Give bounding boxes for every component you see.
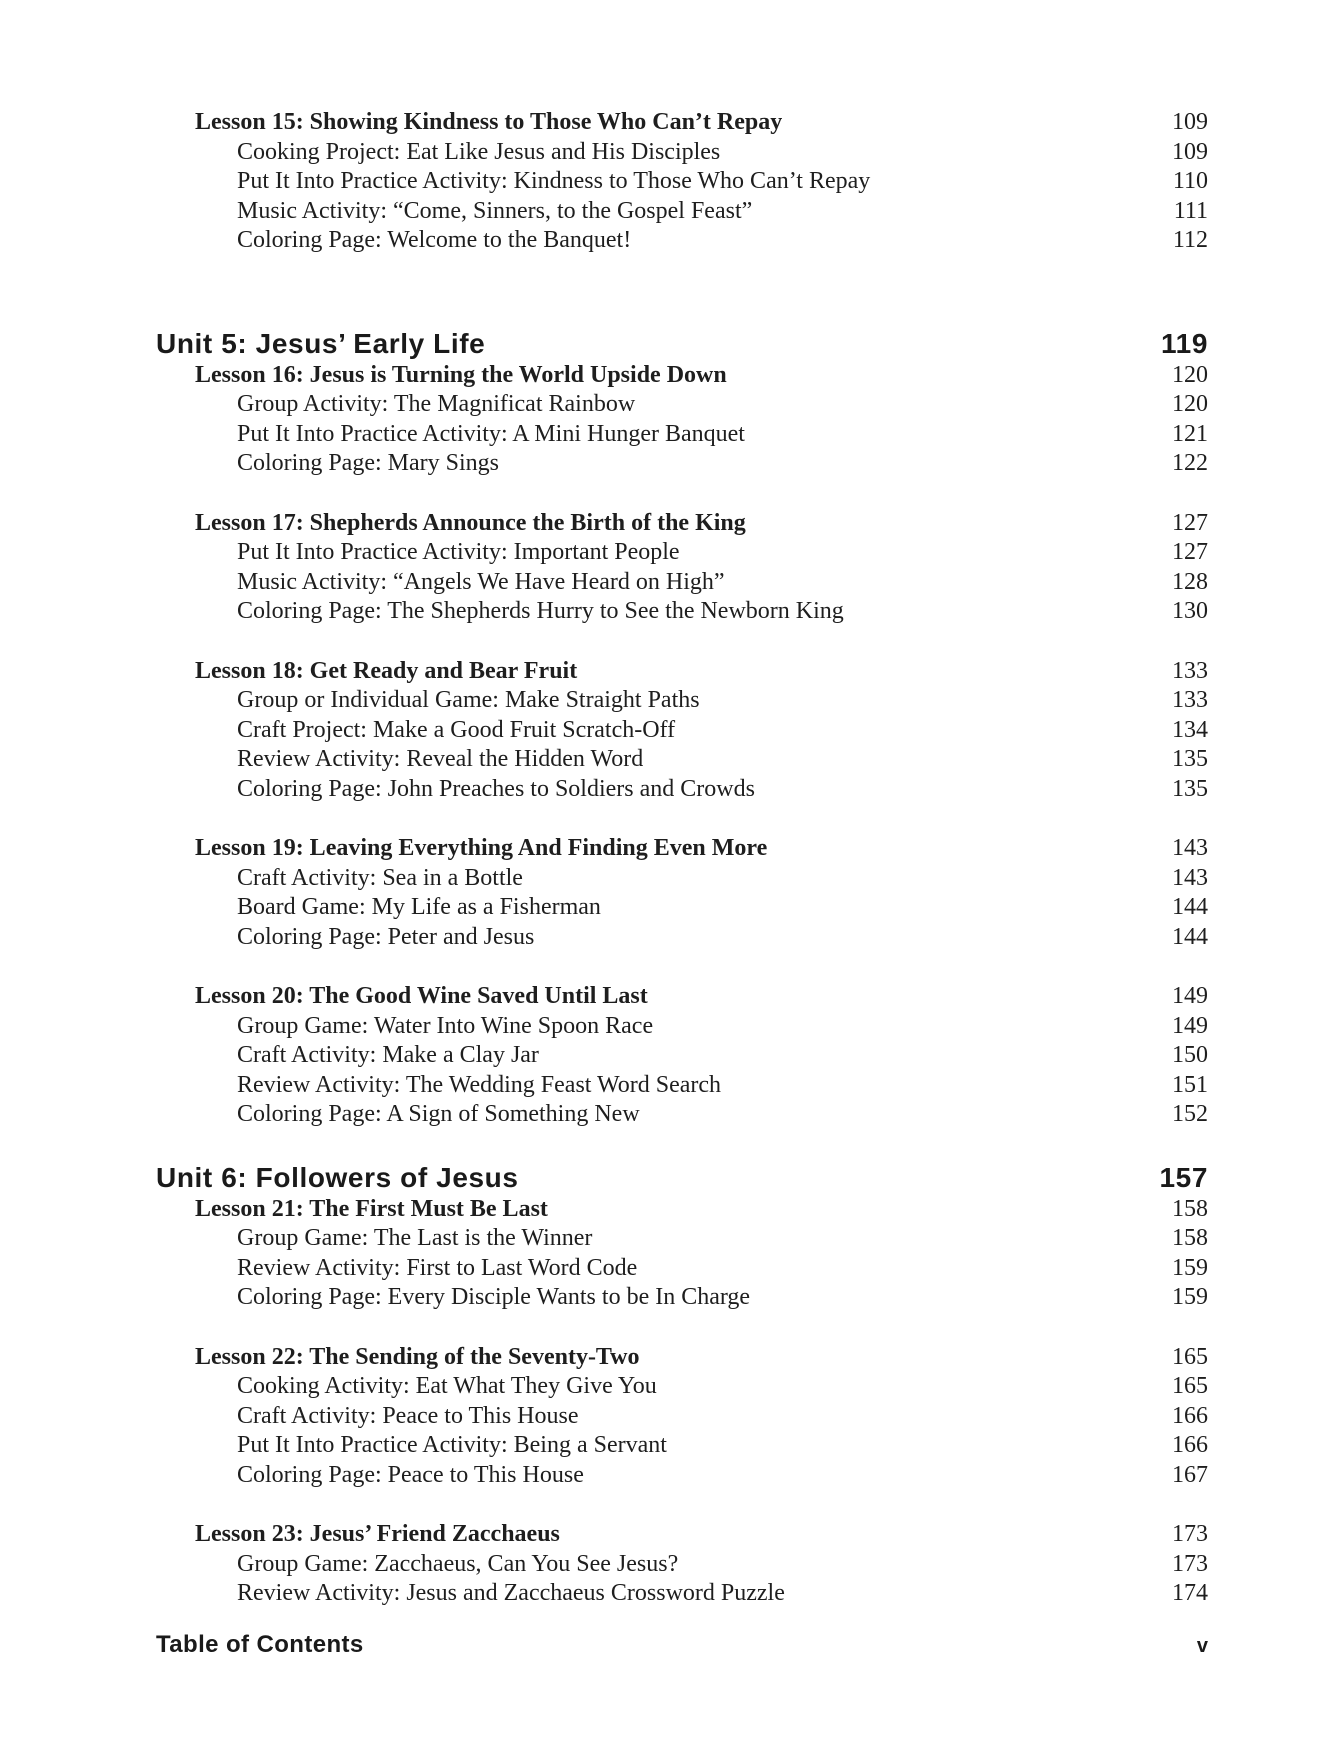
toc-lesson-entry-page-number: 158 <box>1172 1195 1208 1222</box>
toc-lesson-entry-label: Lesson 21: The First Must Be Last <box>195 1195 548 1222</box>
toc-lesson-block <box>156 108 1208 256</box>
toc-activity-entry <box>156 1012 1208 1042</box>
toc-activity-entry <box>156 864 1208 894</box>
toc-lesson-entry-page-number: 143 <box>1172 835 1208 861</box>
toc-activity-entry-label: Craft Project: Make a Good Fruit Scratch-Off <box>237 716 676 743</box>
toc-activity-entry-label: Coloring Page: Peace to This House <box>237 1461 584 1488</box>
toc-lesson-block <box>156 361 1208 479</box>
toc-activity-entry-page-number: 149 <box>1172 1012 1208 1039</box>
toc-lesson-block <box>156 834 1208 952</box>
toc-activity-entry-page-number: 158 <box>1172 1225 1208 1251</box>
toc-activity-entry-label: Review Activity: Jesus and Zacchaeus Crossword Puzzle <box>237 1580 785 1606</box>
toc <box>156 108 1208 1609</box>
toc-activity-entry <box>156 167 1208 197</box>
toc-lesson-entry-page-number: 165 <box>1172 1343 1208 1370</box>
toc-activity-entry-page-number: 166 <box>1172 1432 1208 1458</box>
toc-activity-entry-label: Music Activity: “Come, Sinners, to the Gospel Feast” <box>237 197 753 224</box>
toc-lesson-block <box>156 509 1208 627</box>
toc-lesson-entry <box>156 1520 1208 1550</box>
toc-activity-entry <box>156 449 1208 479</box>
page-footer <box>156 1631 1208 1659</box>
toc-lesson-block <box>156 982 1208 1130</box>
toc-lesson-block <box>156 1195 1208 1313</box>
toc-activity-entry <box>156 420 1208 450</box>
toc-activity-entry <box>156 1283 1208 1313</box>
toc-lesson-entry-label: Lesson 16: Jesus is Turning the World Upside Down <box>195 361 727 388</box>
toc-activity-entry-page-number: 150 <box>1172 1042 1208 1068</box>
toc-lesson-entry-page-number: 120 <box>1172 361 1208 388</box>
toc-activity-entry-label: Coloring Page: Peter and Jesus <box>237 923 535 950</box>
toc-activity-entry-label: Review Activity: Reveal the Hidden Word <box>237 746 644 772</box>
toc-lesson-block <box>156 1343 1208 1491</box>
toc-lesson-entry-page-number: 133 <box>1172 657 1208 684</box>
toc-activity-entry-page-number: 174 <box>1172 1580 1208 1606</box>
toc-activity-entry-label: Craft Activity: Sea in a Bottle <box>237 864 523 891</box>
toc-activity-entry-page-number: 109 <box>1172 138 1208 165</box>
toc-activity-entry-label: Coloring Page: The Shepherds Hurry to See the Newborn King <box>237 598 844 624</box>
toc-activity-entry-page-number: 122 <box>1172 450 1208 476</box>
toc-unit-heading <box>156 1161 1208 1195</box>
toc-activity-entry <box>156 686 1208 716</box>
toc-activity-entry-page-number: 151 <box>1172 1071 1208 1098</box>
toc-activity-entry-page-number: 159 <box>1172 1254 1208 1281</box>
toc-lesson-entry-label: Lesson 17: Shepherds Announce the Birth of the King <box>195 509 746 536</box>
toc-activity-entry-page-number: 159 <box>1172 1284 1208 1310</box>
toc-lesson-entry <box>156 1343 1208 1373</box>
toc-lesson-entry-label: Lesson 22: The Sending of the Seventy-Two <box>195 1343 640 1370</box>
toc-lesson-entry-label: Lesson 15: Showing Kindness to Those Who Can’t Repay <box>195 109 783 135</box>
toc-activity-entry-label: Review Activity: The Wedding Feast Word Search <box>237 1071 722 1098</box>
toc-activity-entry-page-number: 144 <box>1172 923 1208 950</box>
toc-activity-entry-page-number: 134 <box>1172 716 1208 743</box>
toc-lesson-entry-label: Lesson 18: Get Ready and Bear Fruit <box>195 657 578 684</box>
toc-activity-entry-label: Coloring Page: Welcome to the Banquet! <box>237 227 632 253</box>
toc-activity-entry-page-number: 166 <box>1172 1402 1208 1429</box>
toc-activity-entry-label: Group Activity: The Magnificat Rainbow <box>237 391 636 417</box>
toc-lesson-entry-label: Lesson 20: The Good Wine Saved Until Last <box>195 983 648 1009</box>
toc-lesson-block <box>156 657 1208 805</box>
toc-activity-entry-label: Music Activity: “Angels We Have Heard on High” <box>237 568 725 595</box>
toc-activity-entry-page-number: 152 <box>1172 1101 1208 1127</box>
toc-activity-entry <box>156 893 1208 923</box>
toc-activity-entry-page-number: 173 <box>1172 1550 1208 1577</box>
toc-unit-heading-page-number: 157 <box>1159 1161 1208 1193</box>
toc-activity-entry <box>156 597 1208 627</box>
toc-lesson-entry <box>156 982 1208 1012</box>
toc-lesson-entry <box>156 361 1208 391</box>
toc-unit-heading-label: Unit 6: Followers of Jesus <box>156 1161 519 1193</box>
toc-lesson-block <box>156 1520 1208 1609</box>
toc-lesson-entry <box>156 509 1208 539</box>
toc-activity-entry-page-number: 128 <box>1172 568 1208 595</box>
toc-activity-entry-page-number: 135 <box>1172 775 1208 802</box>
toc-activity-entry-page-number: 167 <box>1172 1461 1208 1488</box>
toc-activity-entry-label: Coloring Page: John Preaches to Soldiers and Crowds <box>237 775 755 802</box>
toc-activity-entry <box>156 538 1208 568</box>
toc-activity-entry <box>156 1461 1208 1491</box>
toc-activity-entry <box>156 226 1208 256</box>
toc-activity-entry-page-number: 127 <box>1172 539 1208 565</box>
toc-activity-entry-label: Board Game: My Life as a Fisherman <box>237 894 601 920</box>
toc-activity-entry-page-number: 135 <box>1172 746 1208 772</box>
toc-activity-entry <box>156 775 1208 805</box>
toc-activity-entry-label: Craft Activity: Make a Clay Jar <box>237 1042 539 1068</box>
toc-activity-entry <box>156 390 1208 420</box>
toc-activity-entry <box>156 716 1208 746</box>
toc-unit-section <box>156 327 1208 1130</box>
toc-activity-entry-page-number: 112 <box>1172 227 1208 253</box>
toc-activity-entry-label: Coloring Page: A Sign of Something New <box>237 1101 640 1127</box>
toc-lesson-entry-label: Lesson 23: Jesus’ Friend Zacchaeus <box>195 1521 560 1547</box>
toc-activity-entry <box>156 1579 1208 1609</box>
toc-activity-entry-label: Coloring Page: Every Disciple Wants to be In Charge <box>237 1284 751 1310</box>
toc-activity-entry-page-number: 165 <box>1172 1373 1208 1399</box>
toc-lesson-entry <box>156 108 1208 138</box>
toc-activity-entry-page-number: 133 <box>1172 687 1208 713</box>
toc-activity-entry <box>156 197 1208 227</box>
toc-activity-entry <box>156 1041 1208 1071</box>
toc-lesson-entry-page-number: 127 <box>1172 509 1208 536</box>
toc-activity-entry-label: Craft Activity: Peace to This House <box>237 1402 579 1429</box>
toc-activity-entry-page-number: 144 <box>1172 894 1208 920</box>
toc-activity-entry <box>156 1224 1208 1254</box>
toc-activity-entry <box>156 1431 1208 1461</box>
toc-activity-entry <box>156 1372 1208 1402</box>
footer-page-number: v <box>1196 1635 1208 1657</box>
toc-lesson-entry-page-number: 109 <box>1172 109 1208 135</box>
toc-activity-entry <box>156 1254 1208 1284</box>
toc-activity-entry-page-number: 143 <box>1172 864 1208 891</box>
toc-lesson-entry <box>156 1195 1208 1225</box>
toc-lesson-entry <box>156 834 1208 864</box>
toc-activity-entry-label: Put It Into Practice Activity: Important People <box>237 539 680 565</box>
toc-activity-entry-label: Group Game: Zacchaeus, Can You See Jesus? <box>237 1550 679 1577</box>
toc-activity-entry <box>156 1402 1208 1432</box>
toc-activity-entry-page-number: 130 <box>1172 598 1208 624</box>
toc-activity-entry-page-number: 110 <box>1172 168 1208 194</box>
toc-activity-entry-label: Put It Into Practice Activity: A Mini Hunger Banquet <box>237 420 745 447</box>
toc-activity-entry-page-number: 111 <box>1173 197 1208 224</box>
toc-activity-entry <box>156 1071 1208 1101</box>
toc-unit-section <box>156 1161 1208 1609</box>
toc-unit-heading <box>156 327 1208 361</box>
toc-activity-entry-label: Group Game: Water Into Wine Spoon Race <box>237 1012 654 1039</box>
toc-activity-entry-page-number: 120 <box>1172 391 1208 417</box>
toc-activity-entry-label: Group Game: The Last is the Winner <box>237 1225 593 1251</box>
toc-activity-entry-page-number: 121 <box>1172 420 1208 447</box>
toc-activity-entry-label: Put It Into Practice Activity: Being a Servant <box>237 1432 667 1458</box>
toc-activity-entry <box>156 568 1208 598</box>
toc-activity-entry-label: Review Activity: First to Last Word Code <box>237 1254 638 1281</box>
toc-section <box>156 108 1208 256</box>
toc-activity-entry-label: Group or Individual Game: Make Straight Paths <box>237 687 700 713</box>
toc-activity-entry-label: Coloring Page: Mary Sings <box>237 450 499 476</box>
toc-activity-entry <box>156 138 1208 168</box>
footer-section-title: Table of Contents <box>156 1631 364 1658</box>
toc-lesson-entry <box>156 657 1208 687</box>
toc-lesson-entry-page-number: 173 <box>1172 1521 1208 1547</box>
toc-activity-entry <box>156 1550 1208 1580</box>
toc-unit-heading-label: Unit 5: Jesus’ Early Life <box>156 327 486 359</box>
toc-activity-entry-label: Cooking Project: Eat Like Jesus and His Disciples <box>237 138 721 165</box>
toc-activity-entry-label: Cooking Activity: Eat What They Give You <box>237 1373 657 1399</box>
toc-activity-entry <box>156 923 1208 953</box>
toc-lesson-entry-page-number: 149 <box>1172 983 1208 1009</box>
toc-lesson-entry-label: Lesson 19: Leaving Everything And Finding Even More <box>195 835 768 861</box>
toc-activity-entry <box>156 1100 1208 1130</box>
toc-activity-entry-label: Put It Into Practice Activity: Kindness to Those Who Can’t Repay <box>237 168 871 194</box>
toc-activity-entry <box>156 745 1208 775</box>
toc-unit-heading-page-number: 119 <box>1161 327 1208 359</box>
